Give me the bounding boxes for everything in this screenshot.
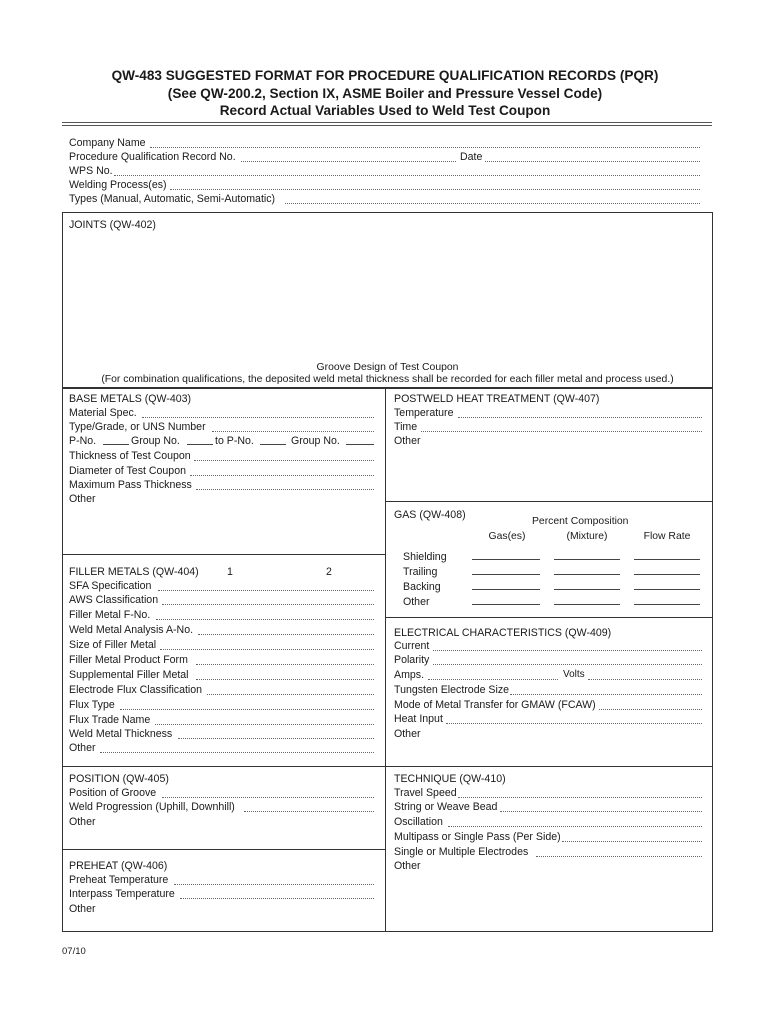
shielding-mixture-field[interactable] [554, 559, 620, 560]
aws-class-label: AWS Classification [69, 594, 159, 606]
gas-title: GAS (QW-408) [394, 509, 466, 521]
flux-class-field[interactable] [207, 694, 374, 695]
pwht-temperature-label: Temperature [394, 407, 454, 419]
base-other-label: Other [69, 493, 96, 505]
gas-row-backing: Backing [403, 581, 441, 593]
form-instruction: Record Actual Variables Used to Weld Test Coupon [219, 103, 551, 118]
amps-field[interactable] [428, 679, 558, 680]
diameter-field[interactable] [190, 475, 374, 476]
trailing-mixture-field[interactable] [554, 574, 620, 575]
electrical-other-label: Other [394, 728, 421, 740]
joints-title: JOINTS (QW-402) [69, 219, 156, 231]
trailing-flow-field[interactable] [634, 574, 700, 575]
other-flow-field[interactable] [634, 604, 700, 605]
header-rule-top [62, 122, 712, 123]
header-rule-bottom [62, 125, 712, 126]
gas-row-other: Other [403, 596, 430, 608]
volts-label: Volts [563, 669, 585, 680]
position-other-label: Other [69, 816, 96, 828]
bead-field[interactable] [500, 811, 702, 812]
heat-input-label: Heat Input [394, 713, 443, 725]
flux-trade-label: Flux Trade Name [69, 714, 151, 726]
filler-metals-title: FILLER METALS (QW-404) [69, 566, 199, 578]
filler-fno-label: Filler Metal F-No. [69, 609, 151, 621]
technique-other-label: Other [394, 860, 421, 872]
gas-row-shielding: Shielding [403, 551, 447, 563]
group-no-label-1: Group No. [131, 435, 180, 447]
ano-label: Weld Metal Analysis A-No. [69, 624, 194, 636]
p-no-label: P-No. [69, 435, 97, 447]
gas-electrical-divider [385, 617, 713, 618]
aws-class-field[interactable] [162, 604, 374, 605]
supplemental-label: Supplemental Filler Metal [69, 669, 189, 681]
transfer-mode-field[interactable] [599, 709, 702, 710]
wps-number-field[interactable] [114, 175, 700, 176]
oscillation-field[interactable] [448, 826, 702, 827]
multipass-field[interactable] [562, 841, 702, 842]
tungsten-label: Tungsten Electrode Size [394, 684, 510, 696]
sfa-spec-label: SFA Specification [69, 580, 152, 592]
filler-size-field[interactable] [160, 649, 374, 650]
shielding-gas-field[interactable] [472, 559, 540, 560]
interpass-field[interactable] [180, 898, 374, 899]
group-no-label-2: Group No. [291, 435, 340, 447]
pwht-other-label: Other [394, 435, 421, 447]
pwht-time-field[interactable] [421, 431, 702, 432]
polarity-field[interactable] [433, 664, 702, 665]
position-preheat-divider [62, 849, 385, 850]
mixture-header: (Mixture) [566, 531, 608, 542]
product-form-label: Filler Metal Product Form [69, 654, 188, 666]
date-field[interactable] [485, 161, 700, 162]
base-metals-title: BASE METALS (QW-403) [69, 393, 192, 405]
sfa-spec-field[interactable] [158, 590, 374, 591]
to-p-no-label: to P-No. [215, 435, 254, 447]
ano-field[interactable] [198, 634, 374, 635]
gases-header: Gas(es) [488, 531, 526, 542]
electrodes-field[interactable] [536, 856, 702, 857]
flux-trade-field[interactable] [155, 724, 374, 725]
to-p-no-field[interactable] [260, 444, 286, 445]
material-spec-label: Material Spec. [69, 407, 137, 419]
weld-thickness-label: Weld Metal Thickness [69, 728, 173, 740]
percent-composition-header: Percent Composition [532, 516, 629, 527]
filler-column-1: 1 [227, 566, 233, 578]
pwht-time-label: Time [394, 421, 418, 433]
groove-design-caption: Groove Design of Test Coupon [316, 362, 459, 373]
preheat-title: PREHEAT (QW-406) [69, 860, 168, 872]
combination-note: (For combination qualifications, the deposited weld metal thickness shall be recorded for each filler metal and process used.) [101, 374, 674, 385]
company-name-label: Company Name [69, 137, 146, 149]
revision-date: 07/10 [62, 946, 86, 957]
amps-label: Amps. [394, 669, 425, 681]
pwht-gas-divider [385, 501, 713, 502]
types-label: Types (Manual, Automatic, Semi-Automatic) [69, 193, 276, 205]
current-label: Current [394, 640, 430, 652]
diameter-label: Diameter of Test Coupon [69, 465, 186, 477]
transfer-mode-label: Mode of Metal Transfer for GMAW (FCAW) [394, 699, 596, 711]
volts-field[interactable] [588, 679, 702, 680]
position-title: POSITION (QW-405) [69, 773, 169, 785]
thickness-label: Thickness of Test Coupon [69, 450, 191, 462]
electrodes-label: Single or Multiple Electrodes [394, 846, 529, 858]
form-subtitle: (See QW-200.2, Section IX, ASME Boiler and Pressure Vessel Code) [167, 86, 603, 101]
type-grade-label: Type/Grade, or UNS Number [69, 421, 206, 433]
backing-mixture-field[interactable] [554, 589, 620, 590]
groove-position-label: Position of Groove [69, 787, 157, 799]
pwht-temperature-field[interactable] [458, 417, 702, 418]
flux-class-label: Electrode Flux Classification [69, 684, 203, 696]
product-form-field[interactable] [196, 664, 374, 665]
flux-type-label: Flux Type [69, 699, 115, 711]
progression-label: Weld Progression (Uphill, Downhill) [69, 801, 235, 813]
filler-size-label: Size of Filler Metal [69, 639, 157, 651]
filler-other-field[interactable] [100, 752, 374, 753]
travel-speed-label: Travel Speed [394, 787, 457, 799]
group-no-field-1[interactable] [187, 444, 213, 445]
max-pass-label: Maximum Pass Thickness [69, 479, 192, 491]
pqr-number-label: Procedure Qualification Record No. [69, 151, 236, 163]
welding-process-field[interactable] [170, 189, 700, 190]
group-no-field-2[interactable] [346, 444, 374, 445]
middle-horizontal-divider [62, 766, 713, 767]
interpass-label: Interpass Temperature [69, 888, 175, 900]
current-field[interactable] [433, 650, 702, 651]
polarity-label: Polarity [394, 654, 430, 666]
date-label: Date [460, 151, 483, 163]
preheat-temp-label: Preheat Temperature [69, 874, 169, 886]
tungsten-field[interactable] [510, 694, 702, 695]
trailing-gas-field[interactable] [472, 574, 540, 575]
oscillation-label: Oscillation [394, 816, 443, 828]
bead-label: String or Weave Bead [394, 801, 498, 813]
multipass-label: Multipass or Single Pass (Per Side) [394, 831, 561, 843]
flow-rate-header: Flow Rate [643, 531, 691, 542]
filler-column-2: 2 [326, 566, 332, 578]
preheat-other-label: Other [69, 903, 96, 915]
groove-position-field[interactable] [162, 797, 374, 798]
material-spec-field[interactable] [142, 417, 374, 418]
types-field[interactable] [285, 203, 700, 204]
other-gas-field[interactable] [472, 604, 540, 605]
backing-gas-field[interactable] [472, 589, 540, 590]
electrical-title: ELECTRICAL CHARACTERISTICS (QW-409) [394, 627, 612, 639]
company-name-field[interactable] [150, 147, 700, 148]
filler-fno-field[interactable] [156, 619, 374, 620]
base-filler-divider [62, 554, 385, 555]
thickness-field[interactable] [194, 460, 374, 461]
heat-input-field[interactable] [446, 723, 702, 724]
center-divider [385, 388, 386, 932]
backing-flow-field[interactable] [634, 589, 700, 590]
max-pass-field[interactable] [196, 489, 374, 490]
gas-row-trailing: Trailing [403, 566, 438, 578]
wps-number-label: WPS No. [69, 165, 113, 177]
travel-speed-field[interactable] [458, 797, 702, 798]
flux-type-field[interactable] [120, 709, 374, 710]
p-no-field[interactable] [103, 444, 129, 445]
pwht-title: POSTWELD HEAT TREATMENT (QW-407) [394, 393, 600, 405]
weld-thickness-field[interactable] [178, 738, 374, 739]
pqr-number-field[interactable] [241, 161, 456, 162]
welding-process-label: Welding Process(es) [69, 179, 167, 191]
technique-title: TECHNIQUE (QW-410) [394, 773, 506, 785]
supplemental-field[interactable] [196, 679, 374, 680]
type-grade-field[interactable] [212, 431, 374, 432]
shielding-flow-field[interactable] [634, 559, 700, 560]
preheat-temp-field[interactable] [174, 884, 374, 885]
form-title: QW-483 SUGGESTED FORMAT FOR PROCEDURE QUALIFICATION RECORDS (PQR) [111, 68, 659, 83]
progression-field[interactable] [244, 811, 374, 812]
other-mixture-field[interactable] [554, 604, 620, 605]
filler-other-label: Other [69, 742, 96, 754]
